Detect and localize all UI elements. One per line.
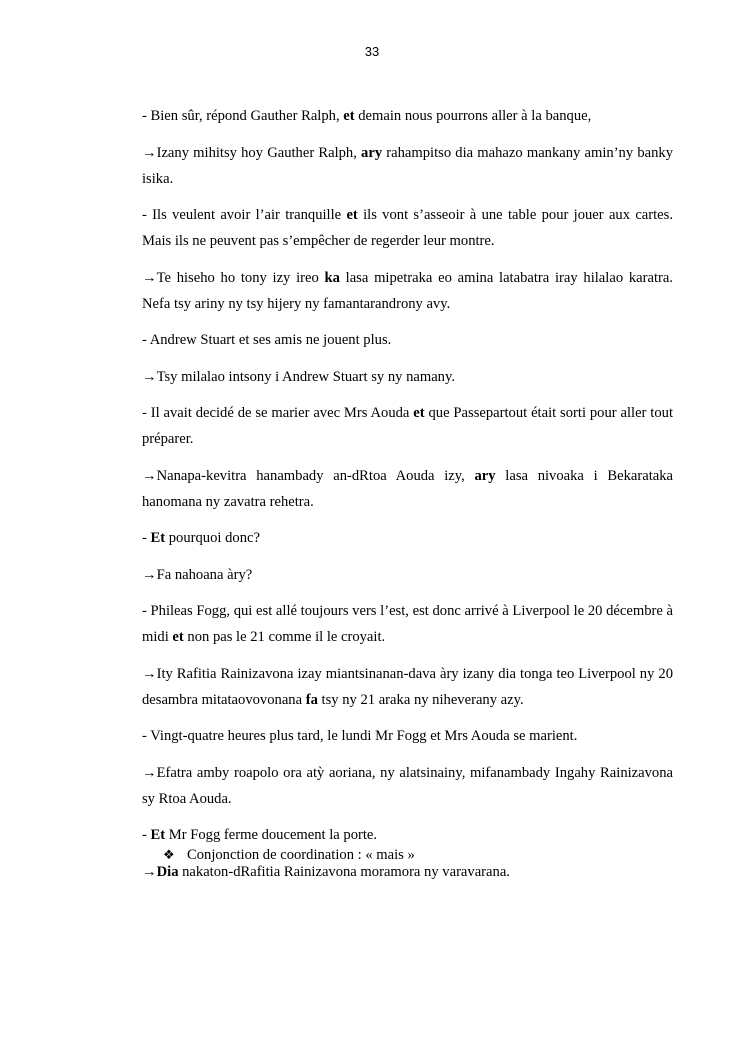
conjunction-bold: fa bbox=[305, 691, 318, 708]
text-segment: Mr Fogg ferme doucement la porte. bbox=[165, 827, 378, 843]
paragraph bbox=[142, 265, 673, 317]
text-segment: →Tsy milalao intsony i Andrew Stuart sy ny namany. bbox=[142, 368, 455, 385]
text-segment: - Bien sûr, répond Gauther Ralph, bbox=[142, 108, 344, 124]
paragraph bbox=[142, 327, 673, 353]
conjunction-bold: ary bbox=[474, 467, 496, 484]
text-segment: →Ity Rafitia Rainizavona izay miantsinanan-dava àry izany dia tonga teo Liverpool ny 20 desambra mitataovovonana bbox=[142, 665, 673, 708]
conjunction-bold: et bbox=[346, 207, 358, 223]
paragraph bbox=[142, 103, 673, 129]
paragraph bbox=[142, 140, 673, 192]
text-segment: rahampitso dia mahazo mankany amin’ny banky isika. bbox=[142, 144, 673, 187]
text-segment: - Il avait decidé de se marier avec Mrs Aouda bbox=[142, 405, 414, 421]
paragraph bbox=[142, 598, 673, 650]
text-segment: nakaton-dRafitia Rainizavona moramora ny varavarana. bbox=[178, 863, 510, 880]
text-segment: que Passepartout était sorti pour aller tout préparer. bbox=[142, 405, 673, 447]
paragraph bbox=[142, 562, 673, 588]
page-number: 33 bbox=[364, 44, 380, 59]
bullet-item bbox=[163, 842, 415, 869]
text-segment: - Ils veulent avoir l’air tranquille bbox=[142, 207, 347, 223]
paragraph bbox=[142, 202, 673, 254]
conjunction-bold: et bbox=[413, 405, 425, 421]
text-segment: → bbox=[142, 863, 157, 880]
text-segment: - bbox=[142, 530, 151, 546]
paragraph bbox=[142, 760, 673, 812]
text-segment: →Efatra amby roapolo ora atỳ aoriana, ny alatsinainy, mifanambady Ingahy Rainizavona sy Rtoa Aouda. bbox=[142, 764, 673, 807]
text-segment: demain nous pourrons aller à la banque, bbox=[354, 108, 592, 124]
text-segment: - bbox=[142, 827, 151, 843]
conjunction-bold: Et bbox=[150, 827, 166, 843]
text-segment: non pas le 21 comme il le croyait. bbox=[183, 629, 386, 645]
text-segment: pourquoi donc? bbox=[165, 530, 260, 546]
bullet-heading: Conjonction de coordination : « mais » bbox=[187, 847, 415, 863]
conjunction-bold: ary bbox=[361, 144, 383, 161]
text-segment: ils vont s’asseoir à une table pour jouer aux cartes. Mais ils ne peuvent pas s’empêcher de regerder leur montre. bbox=[142, 207, 673, 249]
text-segment: - Vingt-quatre heures plus tard, le lundi Mr Fogg et Mrs Aouda se marient. bbox=[142, 728, 578, 744]
text-segment: →Te hiseho ho tony izy ireo bbox=[142, 269, 325, 286]
conjunction-bold: et bbox=[343, 108, 355, 124]
conjunction-bold: ka bbox=[324, 269, 340, 286]
paragraph bbox=[142, 364, 673, 390]
text-segment: lasa nivoaka i Bekarataka hanomana ny zavatra rehetra. bbox=[142, 467, 673, 510]
text-segment: →Izany mihitsy hoy Gauther Ralph, bbox=[142, 144, 362, 161]
text-segment: →Fa nahoana àry? bbox=[142, 566, 253, 583]
text-segment: lasa mipetraka eo amina latabatra iray hilalao karatra. Nefa tsy ariny ny tsy hijery ny famantarandrony avy. bbox=[142, 269, 673, 312]
body-text bbox=[142, 103, 673, 895]
text-segment: - Phileas Fogg, qui est allé toujours vers l’est, est donc arrivé à Liverpool le 20 décembre à midi bbox=[142, 603, 673, 645]
paragraph bbox=[142, 400, 673, 452]
paragraph bbox=[142, 463, 673, 515]
paragraph bbox=[142, 525, 673, 551]
text-segment: - Andrew Stuart et ses amis ne jouent plus. bbox=[142, 332, 392, 348]
paragraph bbox=[142, 661, 673, 713]
conjunction-bold: Et bbox=[150, 530, 166, 546]
paragraph bbox=[142, 723, 673, 749]
conjunction-bold: Dia bbox=[156, 863, 179, 880]
text-segment: tsy ny 21 araka ny niheverany azy. bbox=[317, 691, 524, 708]
text-segment: →Nanapa-kevitra hanambady an-dRtoa Aouda izy, bbox=[142, 467, 475, 484]
conjunction-bold: et bbox=[172, 629, 184, 645]
diamond-bullet-icon: ❖ bbox=[163, 848, 175, 863]
